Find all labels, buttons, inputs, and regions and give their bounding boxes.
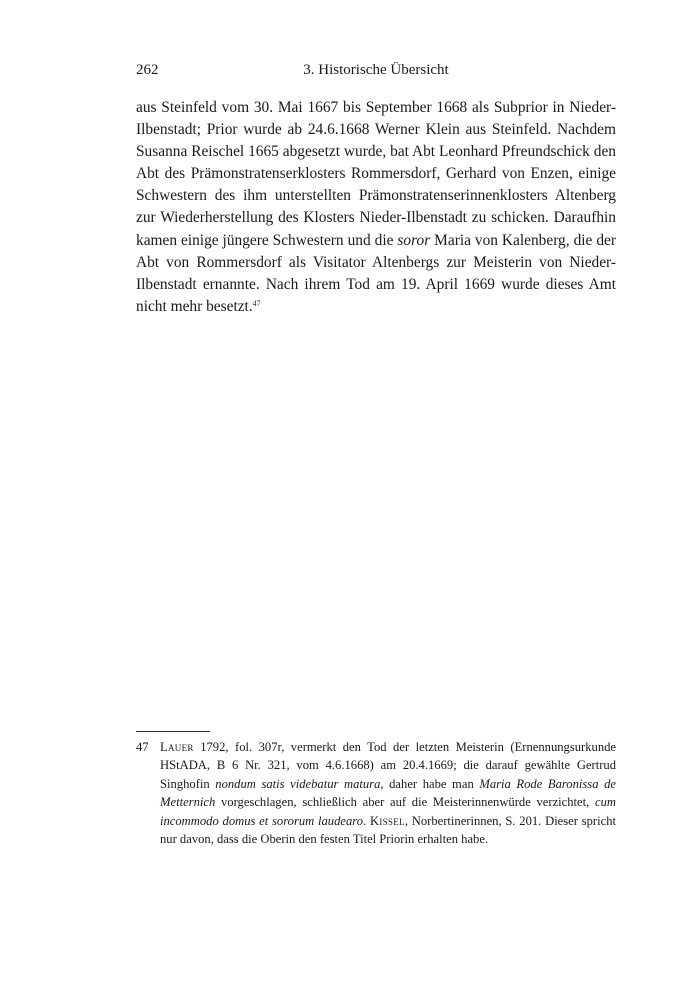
footnote-number: 47 xyxy=(136,740,149,754)
body-text-part: Maria von Kalenberg, die der Abt von Rommersdorf als Visitator Altenbergs zur Meisterin von Nieder-Ilbenstadt ernannte. Nach ihrem Tod am 19. April 1669 wurde dieses Amt nicht mehr besetzt. xyxy=(136,231,616,315)
body-paragraph xyxy=(136,97,616,318)
footnote-separator xyxy=(136,731,210,732)
latin-quote: cum incommodo domus et sororum laudearo xyxy=(160,795,617,828)
footnote-reference[interactable]: 47 xyxy=(252,298,261,308)
footnote-text-part: , daher habe man xyxy=(380,776,474,791)
author-name: Lauer xyxy=(160,740,194,754)
latin-quote: nondum satis videbatur matura xyxy=(215,776,381,791)
footnote-47 xyxy=(136,738,616,848)
body-text-part: aus Steinfeld vom 30. Mai 1667 bis September 1668 als Subprior in Nieder-Ilbenstadt; Prior wurde ab 24.6.1668 Werner Klein aus Steinfeld. Nachdem Susanna Reischel 1665 abgesetzt wurde, bat Abt Leonhard Pfreundschick den Abt des Prämonstratenserklosters Rommersdorf, Gerhard von Enzen, einige Schwestern des ihm unterstellten Prämonstratenserinnenklosters Altenberg zur Wiederherstellung des Klosters Nieder-Ilbenstadt zu schicken. Daraufhin kamen einige jüngere Schwestern und die xyxy=(136,99,616,249)
running-head: 3. Historische Übersicht xyxy=(303,62,449,78)
page-header xyxy=(136,62,616,84)
footnote-text-part: . xyxy=(363,813,367,828)
latin-name: Maria Rode Baronissa de Metternich xyxy=(160,776,616,810)
footnote-text-part: 1792, fol. 307r, vermerkt den Tod der letzten Meisterin (Ernennungsurkunde HStADA, B 6 Nr. 321, vom 4.6.1668) am 20.4.1669; die darauf gewählte Gertrud Singhofin xyxy=(160,740,616,791)
footnote-text xyxy=(160,738,616,848)
italic-term: soror xyxy=(397,231,431,249)
page-number: 262 xyxy=(136,62,159,78)
footnote-text-part: , Norbertinerinnen, S. 201. Dieser spricht nur davon, dass die Oberin den festen Titel Priorin erhalten habe. xyxy=(160,813,616,847)
footnote-text-part: vorgeschlagen, schließlich aber auf die Meisterinnenwürde verzichtet, xyxy=(220,795,590,810)
author-name: Kissel xyxy=(369,813,405,828)
